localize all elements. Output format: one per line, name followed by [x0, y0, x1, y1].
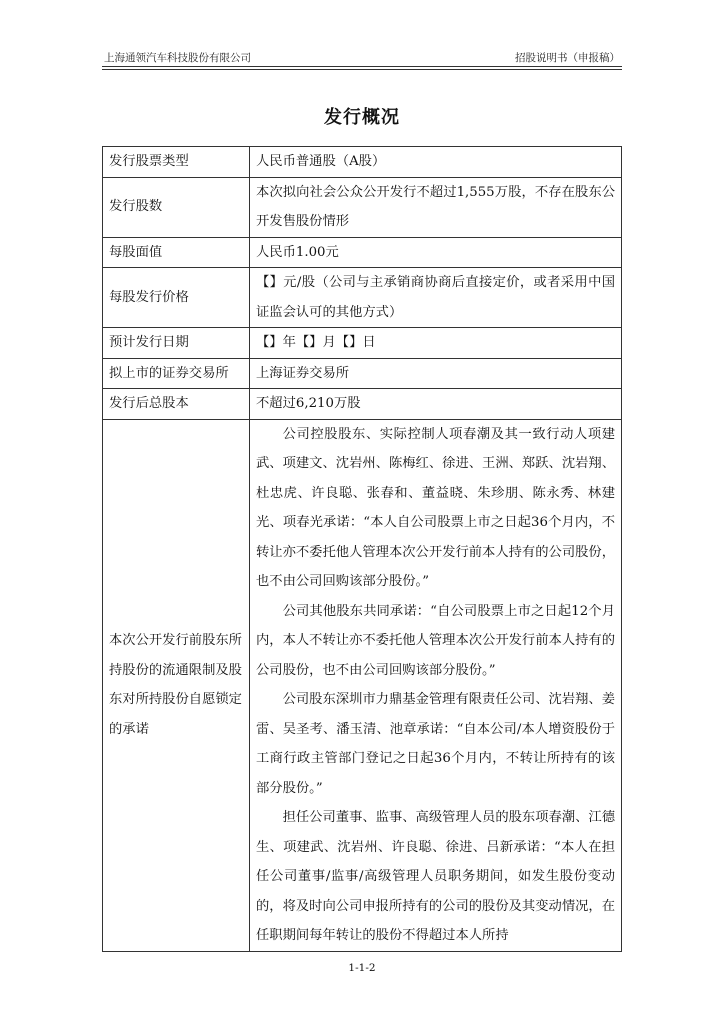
- row-label: 每股面值: [103, 237, 250, 268]
- row-label: 拟上市的证券交易所: [103, 358, 250, 389]
- row-value: 上海证券交易所: [250, 358, 622, 389]
- row-label: 预计发行日期: [103, 328, 250, 359]
- row-value: [250, 419, 622, 951]
- table-row: [103, 358, 622, 389]
- table-row: [103, 389, 622, 420]
- lockup-paragraph: 公司控股股东、实际控制人项春潮及其一致行动人项建武、项建文、沈岩州、陈梅红、徐进、王洲、郑跃、沈岩翔、杜忠虎、许良聪、张春和、董益晓、朱珍朋、陈永秀、林建光、项春光承诺：“本人自公司股票上市之日起36个月内，不转让亦不委托他人管理本次公开发行前本人持有的公司股份，也不由公司回购该部分股份。”: [256, 426, 616, 589]
- row-value: 不超过6,210万股: [250, 389, 622, 420]
- table-row: [103, 177, 622, 237]
- issuance-overview-table: [102, 146, 622, 952]
- row-value: 人民币1.00元: [250, 237, 622, 268]
- lockup-paragraph: 担任公司董事、监事、高级管理人员的股东项春潮、江德生、项建武、沈岩州、许良聪、徐进、吕新承诺：“本人在担任公司董事/监事/高级管理人员职务期间，如发生股份变动的，将及时向公司申报所持有的公司的股份及其变动情况，在任职期间每年转让的股份不得超过本人所持: [256, 810, 616, 943]
- table-row-lockup: [103, 419, 622, 951]
- page-title: 发行概况: [324, 107, 400, 128]
- lockup-paragraph: 公司股东深圳市力鼎基金管理有限责任公司、沈岩翔、姜雷、吴圣考、潘玉清、池章承诺：“自本公司/本人增资股份于工商行政主管部门登记之日起36个月内，不转让所持有的该部分股份。”: [256, 692, 616, 796]
- page-header: [104, 50, 620, 65]
- row-label: 发行后总股本: [103, 389, 250, 420]
- row-value: 【】年【】月【】日: [250, 328, 622, 359]
- row-label: 发行股数: [103, 177, 250, 237]
- row-value: 人民币普通股（A股）: [250, 147, 622, 178]
- table-row: [103, 147, 622, 178]
- row-value-text: 本次拟向社会公众公开发行不超过1,555万股，不存在股东公开发售股份情形: [256, 184, 615, 229]
- header-company: 上海通领汽车科技股份有限公司: [104, 52, 251, 64]
- row-value-text: 【】元/股（公司与主承销商协商后直接定价，或者采用中国证监会认可的其他方式）: [256, 275, 615, 320]
- page-number: 1-1-2: [348, 962, 376, 974]
- row-label: 发行股票类型: [103, 147, 250, 178]
- lockup-paragraph: 公司其他股东共同承诺：“自公司股票上市之日起12个月内，本人不转让亦不委托他人管理本次公开发行前本人持有的公司股份，也不由公司回购该部分股份。”: [256, 603, 616, 678]
- table-row: [103, 268, 622, 328]
- row-label: 每股发行价格: [103, 268, 250, 328]
- row-label: 本次公开发行前股东所持股份的流通限制及股东对所持股份自愿锁定的承诺: [103, 419, 250, 951]
- header-rule: [102, 66, 622, 67]
- table-row: [103, 237, 622, 268]
- header-doc-type: 招股说明书（申报稿）: [515, 52, 620, 64]
- table-row: [103, 328, 622, 359]
- row-value: [250, 268, 622, 328]
- row-value: [250, 177, 622, 237]
- header-rule-thin: [102, 69, 622, 70]
